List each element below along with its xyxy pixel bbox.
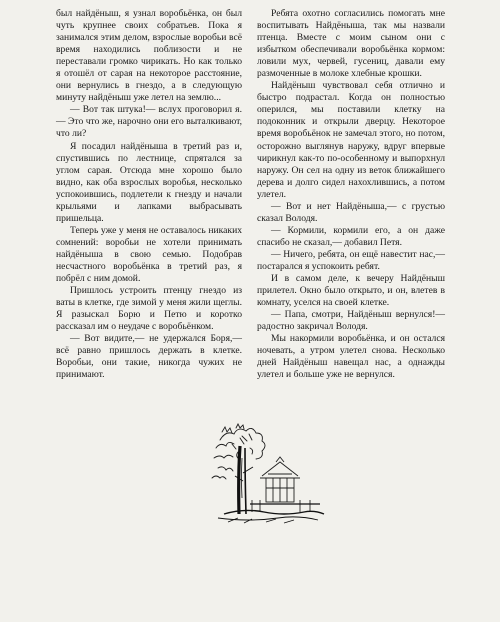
paragraph: — Вот и нет Найдёныша,— с грустью сказал Володя. [257, 200, 445, 224]
paragraph: И в самом деле, к вечеру Найдёныш прилетел. Окно было открыто, и он, влетев в комнату, уселся на своей клетке. [257, 273, 445, 309]
paragraph: Я посадил найдёныша в третий раз и, спустившись по лестнице, спрятался за углом сарая. Отсюда мне хорошо было видно, как оба взрослых воробья, несколько успокоившись, подлетели к гнезду и начали крыльями и лапками выбрасывать пришельца. [56, 140, 242, 224]
right-column [257, 8, 445, 381]
illustration-tree-and-shed [210, 418, 328, 528]
paragraph: Теперь уже у меня не оставалось никаких сомнений: воробьи не хотели принимать найдёныша в свою семью. Подобрав несчастного воробьёнка в третий раз, я побрёл с ним домой. [56, 224, 242, 285]
paragraph: Ребята охотно согласились помогать мне воспитывать Найдёныша, так мы назвали птенца. Вместе с моим сыном они с избытком обеспечивали воробьёнка кормом: ловили мух, червей, гусениц, давали ему размоченные в молоке хлебные крошки. [257, 8, 445, 80]
paragraph: Пришлось устроить птенцу гнездо из ваты в клетке, где зимой у меня жили щеглы. Я разыскал Борю и Петю и коротко рассказал им о неудаче с воробьёнком. [56, 285, 242, 333]
paragraph: Мы накормили воробьёнка, и он остался ночевать, а утром улетел снова. Несколько дней Найдёныш навещал нас, а однажды улетел и больше уже не вернулся. [257, 333, 445, 381]
paragraph: Найдёныш чувствовал себя отлично и быстро подрастал. Когда он полностью оперился, мы поставили клетку на подоконник и открыли дверцу. Некоторое время воробьёнок не замечал этого, но потом, осторожно выглянув наружу, вдруг впервые чирикнул как-то по-особенному и выпорхнул наружу. Он сел на одну из веток ближайшего дерева и долго сидел нахохлившись, а потом улетел. [257, 80, 445, 200]
paragraph: был найдёныш, я узнал воробьёнка, он был чуть крупнее своих собратьев. Пока я занимался этим делом, взрослые воробьи всё время находились поблизости и не переставали громко чирикать. Но как только я отошёл от сарая на некоторое расстояние, они вернулись в гнездо, а в следующую минуту найдёныш уже летел на землю... [56, 8, 242, 104]
paragraph: — Кормили, кормили его, а он даже спасибо не сказал,— добавил Петя. [257, 224, 445, 248]
paragraph: — Ничего, ребята, он ещё навестит нас,— постарался я успокоить ребят. [257, 248, 445, 272]
left-column [56, 8, 242, 381]
paragraph: — Папа, смотри, Найдёныш вернулся!— радостно закричал Володя. [257, 309, 445, 333]
paragraph: — Вот так штука!— вслух проговорил я.— Это что же, нарочно они его выталкивают, что ли? [56, 104, 242, 140]
paragraph: — Вот видите,— не удержался Боря,— всё равно пришлось держать в клетке. Воробьи, они такие, никогда чужих не принимают. [56, 333, 242, 381]
